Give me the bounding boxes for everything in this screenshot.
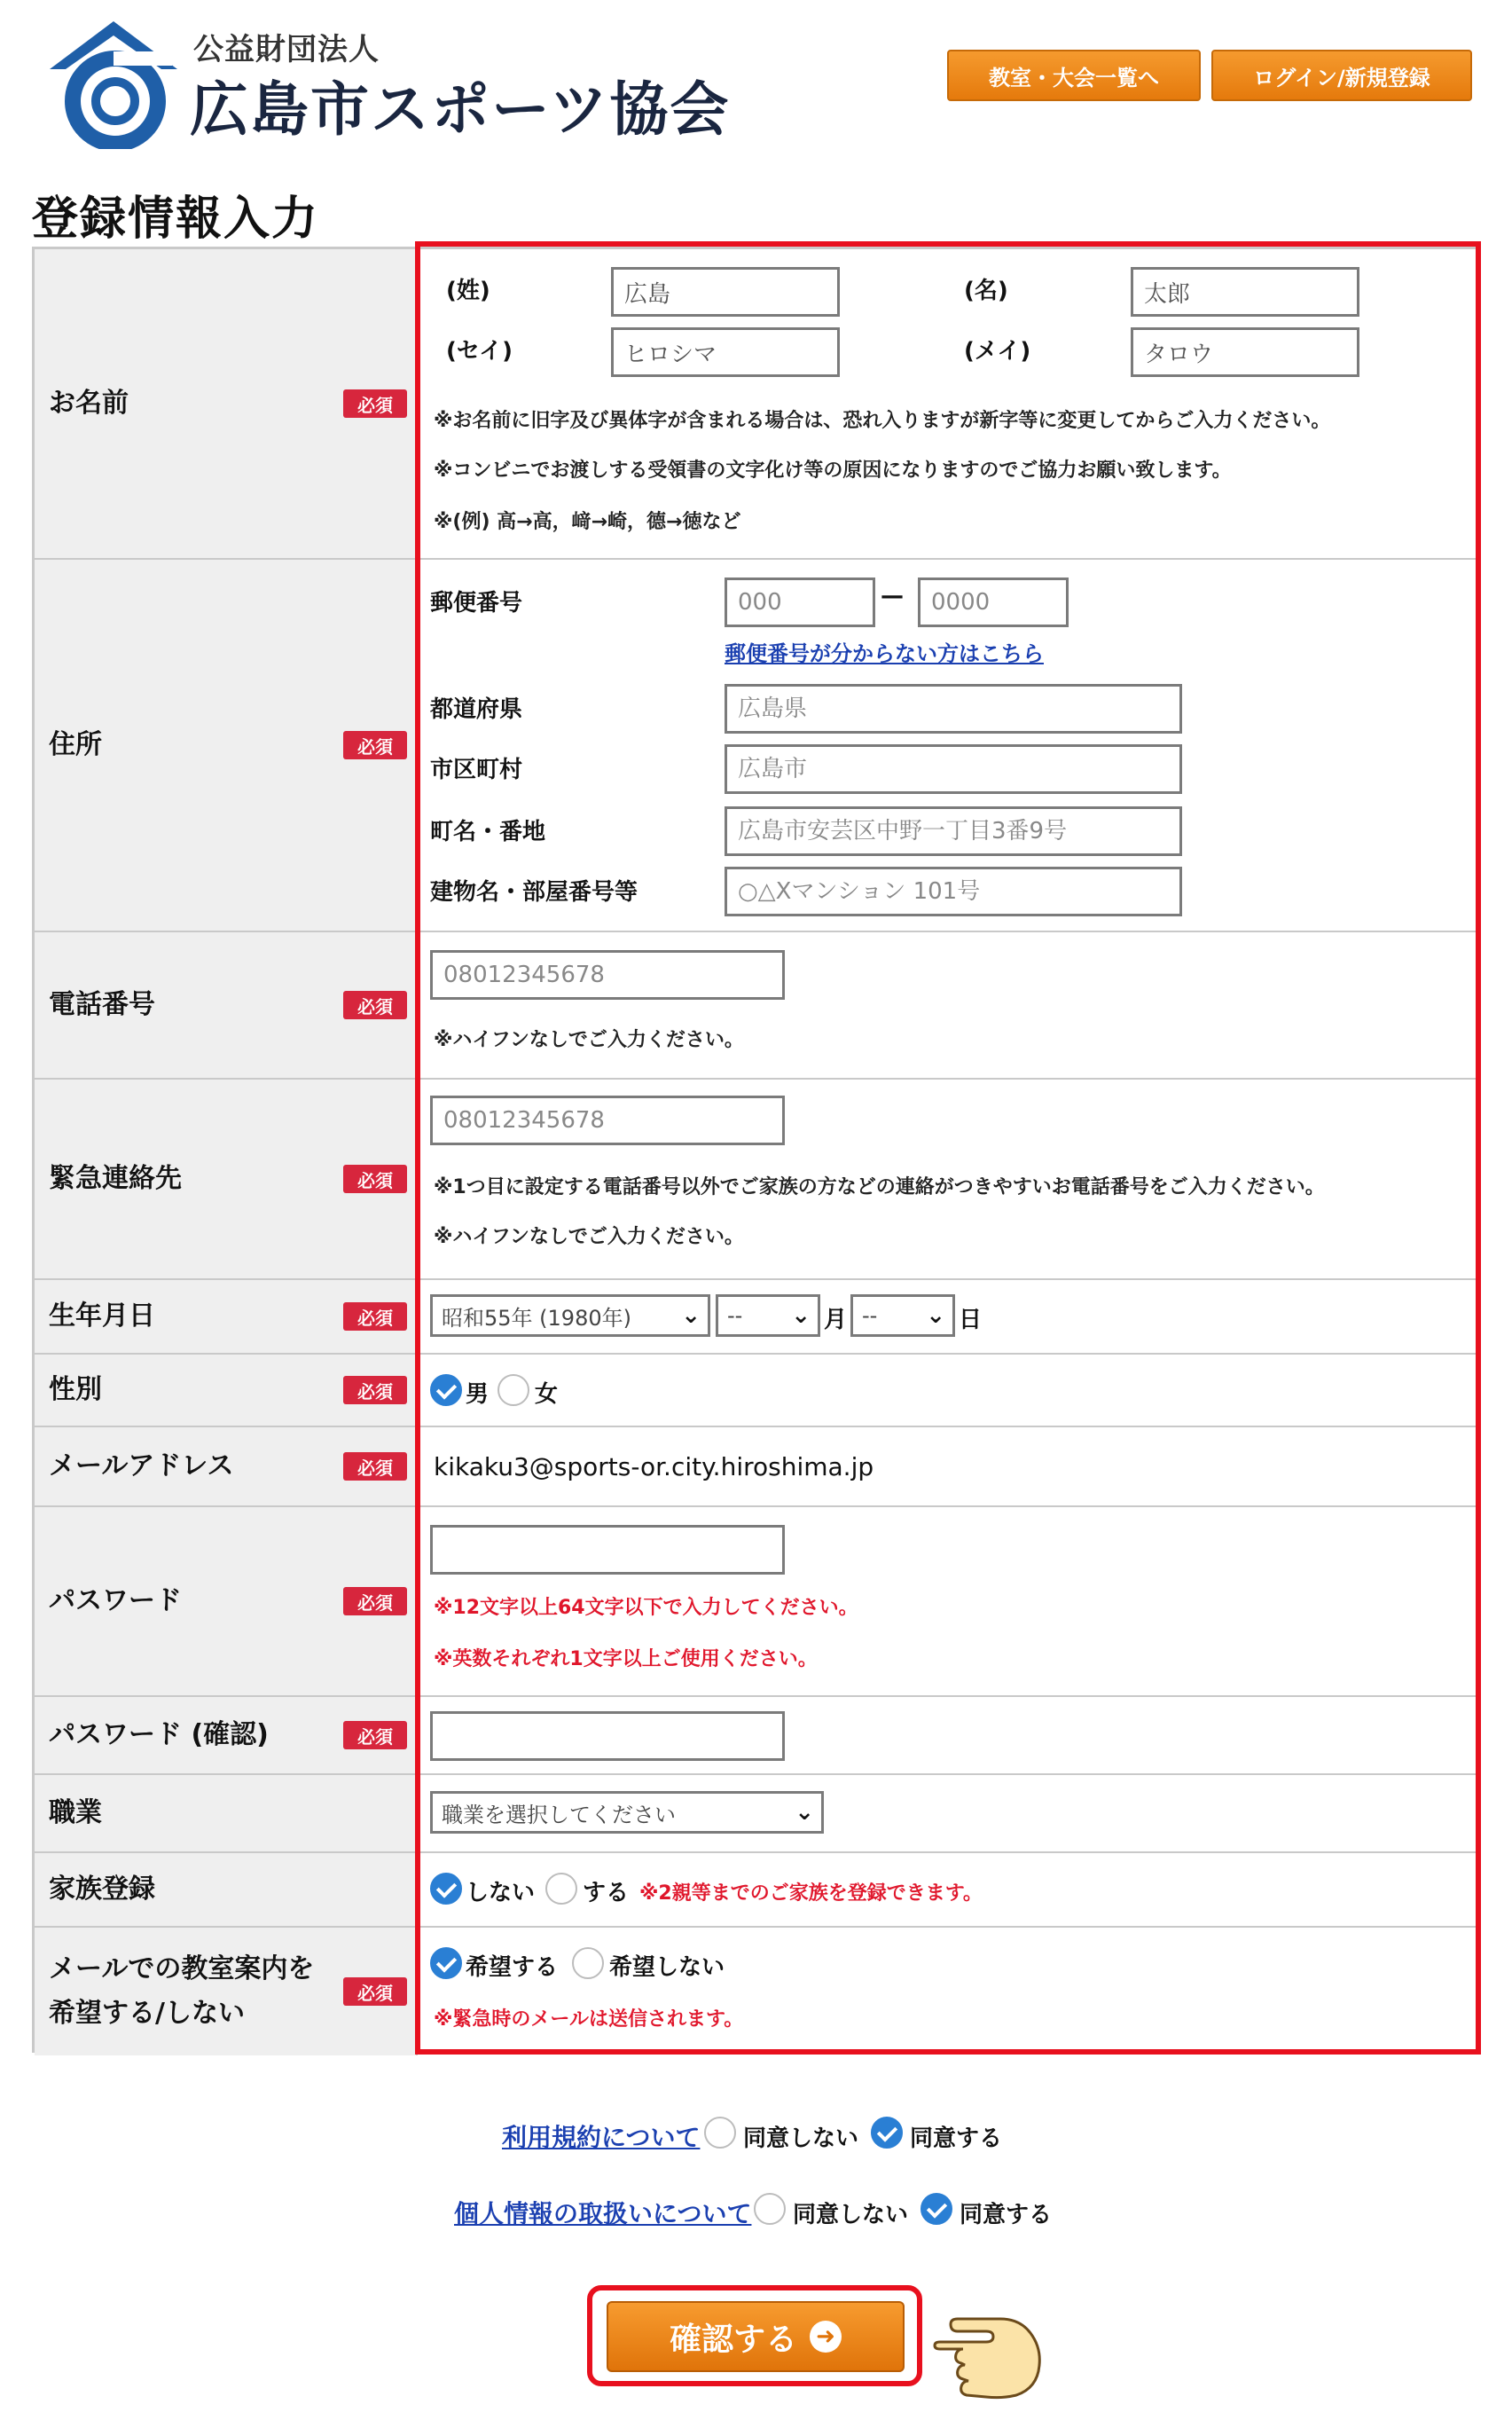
birth-month-select[interactable]: -- ⌄: [716, 1294, 820, 1337]
row-gender: [35, 1355, 1477, 1427]
family-label: 家族登録: [49, 1874, 155, 1905]
bldg-label: 建物名・部屋番号等: [430, 879, 638, 906]
family-yes-label[interactable]: する: [583, 1880, 630, 1906]
month-unit: 月: [824, 1307, 848, 1333]
bldg-input[interactable]: [725, 867, 1182, 916]
required-badge: 必須: [343, 1376, 407, 1404]
required-badge: 必須: [343, 731, 407, 759]
sei-input[interactable]: [611, 267, 840, 317]
mail-not-want-radio[interactable]: [572, 1947, 604, 1979]
privacy-disagree-label[interactable]: 同意しない: [793, 2202, 909, 2228]
chevron-down-icon: ⌄: [791, 1302, 811, 1329]
sei-kana-label: (セイ): [446, 338, 513, 365]
privacy-disagree-radio[interactable]: [754, 2193, 786, 2225]
required-badge: 必須: [343, 1977, 407, 2006]
privacy-agree-radio[interactable]: [921, 2193, 952, 2225]
terms-agree-label[interactable]: 同意する: [910, 2125, 1003, 2152]
mail-not-want-label[interactable]: 希望しない: [609, 1954, 725, 1981]
classes-list-button[interactable]: 教室・大会一覧へ: [947, 50, 1201, 101]
required-badge: 必須: [343, 1587, 407, 1615]
town-label: 町名・番地: [430, 819, 546, 845]
required-badge: 必須: [343, 1452, 407, 1481]
page-title: 登録情報入力: [32, 192, 320, 246]
phone-label: 電話番号: [49, 989, 155, 1020]
email-label: メールアドレス: [49, 1450, 234, 1481]
name-note-3: ※(例) 高→高，﨑→崎，德→徳など: [434, 511, 741, 533]
mei-input[interactable]: [1131, 267, 1359, 317]
emergency-input[interactable]: [430, 1096, 785, 1145]
emergency-label: 緊急連絡先: [49, 1163, 182, 1194]
gender-male-radio[interactable]: [430, 1374, 462, 1406]
gender-label: 性別: [49, 1374, 102, 1405]
row-phone: [35, 932, 1477, 1080]
org-prefix: 公益財団法人: [193, 32, 380, 67]
association-logo-icon: [43, 16, 184, 149]
mail-want-label[interactable]: 希望する: [466, 1954, 559, 1981]
family-yes-radio[interactable]: [545, 1873, 577, 1905]
required-badge: 必須: [343, 1302, 407, 1331]
login-register-button[interactable]: ログイン/新規登録: [1211, 50, 1472, 101]
row-birth: [35, 1280, 1477, 1355]
name-note-2: ※コンビニでお渡しする受領書の文字化け等の原因になりますのでご協力お願い致します。: [434, 460, 1232, 482]
occupation-label: 職業: [49, 1797, 102, 1828]
required-badge: 必須: [343, 1165, 407, 1193]
zip-label: 郵便番号: [430, 590, 523, 617]
password-input[interactable]: [430, 1525, 785, 1575]
city-label: 市区町村: [430, 757, 523, 783]
emergency-note-2: ※ハイフンなしでご入力ください。: [434, 1226, 744, 1248]
address-label: 住所: [49, 729, 102, 760]
privacy-agree-label[interactable]: 同意する: [960, 2202, 1053, 2228]
password-confirm-input[interactable]: [430, 1711, 785, 1761]
name-label: お名前: [49, 388, 129, 419]
pref-label: 都道府県: [430, 696, 523, 723]
name-note-1: ※お名前に旧字及び異体字が含まれる場合は、恐れ入りますが新字等に変更してからご入力ください。: [434, 410, 1331, 432]
row-occupation: [35, 1775, 1477, 1853]
email-value: kikaku3@sports-or.city.hiroshima.jp: [434, 1452, 874, 1481]
sei-label: (姓): [446, 278, 490, 304]
family-no-radio[interactable]: [430, 1873, 462, 1905]
confirm-button[interactable]: 確認する ➜: [607, 2301, 905, 2372]
gender-male-label[interactable]: 男: [466, 1381, 490, 1408]
day-unit: 日: [959, 1307, 983, 1333]
password-label: パスワード: [49, 1585, 182, 1616]
terms-link[interactable]: 利用規約について: [502, 2123, 701, 2152]
birth-day-select[interactable]: -- ⌄: [850, 1294, 955, 1337]
chevron-down-icon: ⌄: [681, 1302, 701, 1329]
pref-input[interactable]: [725, 684, 1182, 734]
password-note-1: ※12文字以上64文字以下で入力してください。: [434, 1597, 858, 1619]
password-note-2: ※英数それぞれ1文字以上ご使用ください。: [434, 1648, 818, 1670]
arrow-right-icon: ➜: [810, 2321, 842, 2353]
city-input[interactable]: [725, 744, 1182, 794]
row-family: [35, 1853, 1477, 1928]
terms-disagree-label[interactable]: 同意しない: [743, 2125, 859, 2152]
required-badge: 必須: [343, 991, 407, 1019]
mail-want-radio[interactable]: [430, 1947, 462, 1979]
site-header: [0, 0, 1512, 169]
zip-dash: —: [881, 583, 904, 609]
occupation-select[interactable]: 職業を選択してください ⌄: [430, 1791, 824, 1834]
chevron-down-icon: ⌄: [795, 1799, 814, 1826]
phone-input[interactable]: [430, 950, 785, 1000]
mei-label: (名): [964, 278, 1008, 304]
registration-form: [32, 247, 1479, 2053]
password-confirm-label: パスワード (確認): [49, 1719, 269, 1750]
zip1-input[interactable]: [725, 578, 875, 627]
mail-guide-note: ※緊急時のメールは送信されます。: [434, 2008, 744, 2031]
birth-year-select[interactable]: 昭和55年 (1980年) ⌄: [430, 1294, 710, 1337]
row-password-confirm: [35, 1697, 1477, 1775]
org-name: 広島市スポーツ協会: [190, 75, 731, 144]
required-badge: 必須: [343, 389, 407, 418]
row-mail-guide: [35, 1928, 1477, 2055]
row-emergency: [35, 1080, 1477, 1280]
zip2-input[interactable]: [918, 578, 1069, 627]
required-badge: 必須: [343, 1721, 407, 1749]
row-name: [35, 249, 1477, 560]
mail-guide-label: メールでの教室案内を 希望する/しない: [49, 1953, 315, 2029]
mei-kana-input[interactable]: [1131, 327, 1359, 377]
zip-help-link[interactable]: 郵便番号が分からない方はこちら: [725, 641, 1044, 666]
row-address: [35, 560, 1477, 932]
gender-female-radio[interactable]: [497, 1374, 529, 1406]
row-email: [35, 1427, 1477, 1507]
row-password: [35, 1507, 1477, 1697]
mei-kana-label: (メイ): [964, 338, 1031, 365]
phone-note: ※ハイフンなしでご入力ください。: [434, 1029, 744, 1051]
chevron-down-icon: ⌄: [926, 1302, 945, 1329]
birth-label: 生年月日: [49, 1300, 155, 1332]
family-no-label[interactable]: しない: [466, 1880, 536, 1906]
sei-kana-input[interactable]: [611, 327, 840, 377]
gender-female-label[interactable]: 女: [535, 1381, 559, 1408]
pointing-hand-icon: [931, 2306, 1046, 2404]
town-input[interactable]: [725, 806, 1182, 856]
terms-agree-radio[interactable]: [871, 2117, 903, 2149]
privacy-link[interactable]: 個人情報の取扱いについて: [454, 2199, 752, 2228]
terms-disagree-radio[interactable]: [704, 2117, 736, 2149]
emergency-note-1: ※1つ目に設定する電話番号以外でご家族の方などの連絡がつきやすいお電話番号をご入力ください。: [434, 1176, 1325, 1198]
family-note: ※2親等までのご家族を登録できます。: [639, 1882, 983, 1905]
